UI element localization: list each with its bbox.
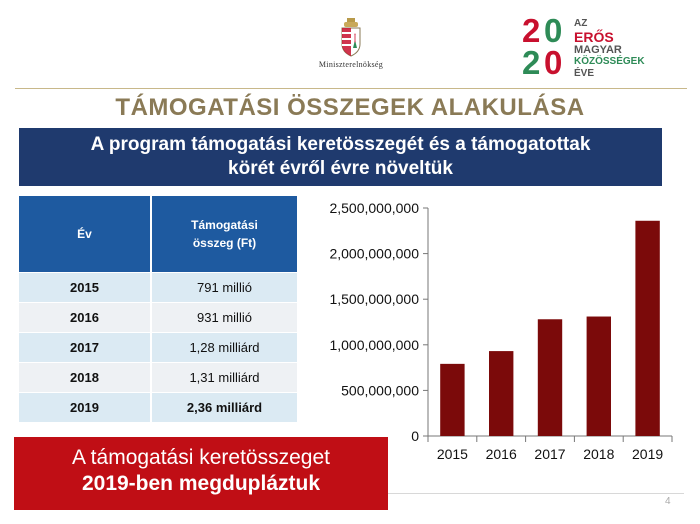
callout-line-1: A támogatási keretösszeget: [72, 446, 330, 469]
y-tick-label: 2,500,000,000: [329, 200, 419, 216]
ministry-name: Miniszterelnökség: [318, 60, 384, 69]
table-header-amount: Támogatási összeg (Ft): [151, 196, 297, 272]
logo-line-3: MAGYAR: [574, 44, 622, 56]
table-row: [19, 272, 297, 302]
funding-table: [19, 196, 297, 422]
highlight-callout: [14, 437, 388, 510]
bar-2018: [587, 317, 611, 436]
table-cell-year: 2019: [19, 392, 151, 422]
bar-2016: [489, 351, 513, 436]
table-header-row: [19, 196, 297, 272]
funding-bar-chart: [300, 190, 690, 470]
table-cell-year: 2016: [19, 302, 151, 332]
table-cell-amount: 791 millió: [151, 272, 297, 302]
callout-line-2: 2019-ben megdupláztuk: [81, 472, 321, 495]
logo-digit-zero-top: 0: [544, 12, 563, 49]
table-cell-amount: 2,36 milliárd: [151, 392, 297, 422]
table-row: [19, 362, 297, 392]
table-cell-year: 2018: [19, 362, 151, 392]
x-tick-label: 2017: [534, 446, 566, 462]
table-row: [19, 332, 297, 362]
subtitle-banner: [19, 128, 662, 186]
table-cell-amount: 931 millió: [151, 302, 297, 332]
table-cell-amount: 1,28 milliárd: [151, 332, 297, 362]
strong-communities-year-logo: [520, 14, 690, 82]
logo-line-4: KÖZÖSSÉGEK: [574, 56, 645, 67]
logo-text: [574, 18, 645, 80]
x-tick-label: 2016: [485, 446, 517, 462]
bar-2017: [538, 319, 562, 436]
bar-2019: [635, 221, 659, 436]
y-tick-label: 1,500,000,000: [329, 291, 419, 308]
logo-line-2: ERŐS: [574, 29, 614, 45]
x-tick-label: 2019: [632, 446, 664, 462]
table-row: [19, 302, 297, 332]
table-row: [19, 392, 297, 422]
table-cell-amount: 1,31 milliárd: [151, 362, 297, 392]
slide-title: TÁMOGATÁSI ÖSSZEGEK ALAKULÁSA: [115, 94, 585, 121]
coat-of-arms-icon: [338, 18, 364, 58]
bar-2015: [440, 364, 464, 436]
header-divider: [15, 88, 687, 89]
table-cell-year: 2015: [19, 272, 151, 302]
y-tick-label: 2,000,000,000: [329, 245, 419, 262]
y-tick-label: 500,000,000: [341, 382, 419, 399]
table-header-year: Év: [19, 196, 151, 272]
y-tick-label: 1,000,000,000: [329, 336, 419, 353]
logo-digit-zero-bottom: 0: [544, 44, 563, 81]
slide-header: [0, 0, 700, 90]
footer-divider: [388, 493, 684, 494]
y-tick-label: 0: [411, 428, 419, 444]
logo-digit-bottom: 2: [522, 44, 541, 81]
logo-line-1: AZ: [574, 18, 588, 29]
banner-line-2: körét évről évre növeltük: [228, 158, 453, 179]
logo-digit-top: 2: [522, 12, 541, 49]
page-number: 4: [665, 496, 671, 507]
x-tick-label: 2015: [436, 446, 468, 462]
logo-line-5: ÉVE: [574, 68, 595, 79]
banner-line-1: A program támogatási keretösszegét és a támogatottak: [90, 134, 591, 155]
table-cell-year: 2017: [19, 332, 151, 362]
x-tick-label: 2018: [583, 446, 615, 462]
